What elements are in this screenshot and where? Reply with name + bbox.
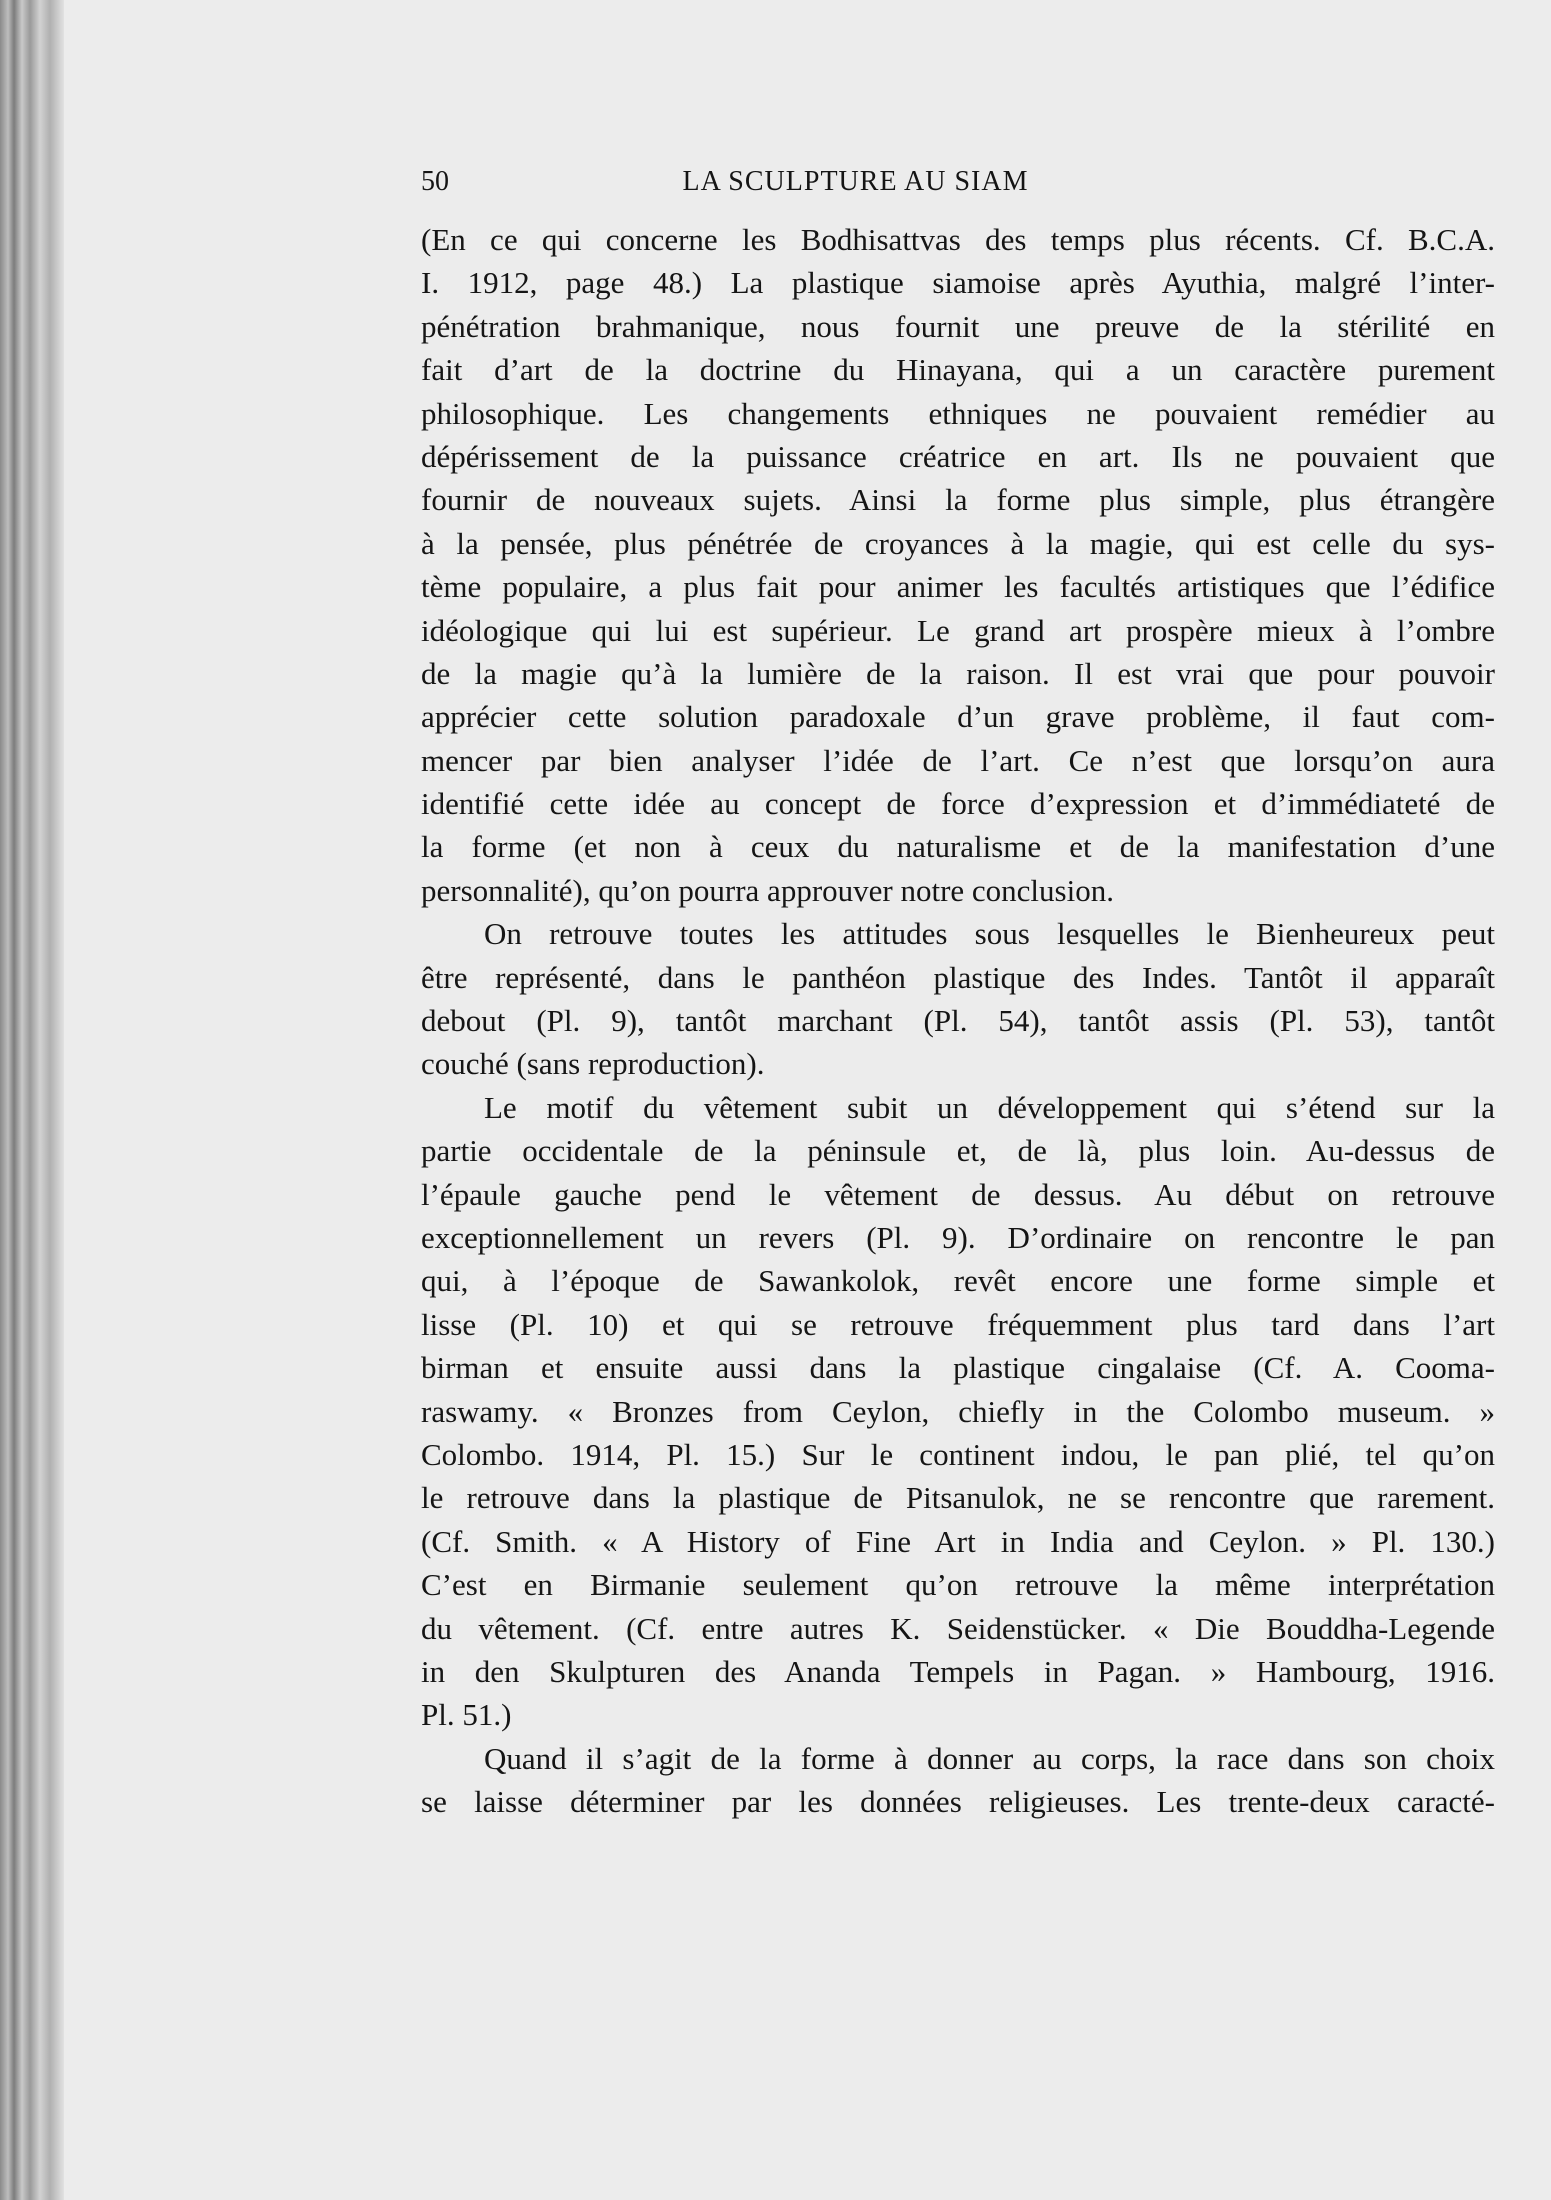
paragraph [421,1737,1495,1824]
text-line: pénétration brahmanique, nous fournit une preuve de la stérilité en [421,308,1495,344]
text-line: la forme (et non à ceux du naturalisme et de la manifestation d’une [421,829,1495,865]
text-line: tème populaire, a plus fait pour animer les facultés artistiques que l’édifice [421,569,1495,605]
text-line: debout (Pl. 9), tantôt marchant (Pl. 54), tantôt assis (Pl. 53), tantôt [421,1003,1495,1039]
text-line: idéologique qui lui est supérieur. Le grand art prospère mieux à l’ombre [421,612,1495,648]
text-line: se laisse déterminer par les données religieuses. Les trente-deux caracté- [421,1784,1495,1820]
paragraph [421,218,1495,912]
running-title: LA SCULPTURE AU SIAM [682,166,1029,197]
text-line: du vêtement. (Cf. entre autres K. Seidenstücker. « Die Bouddha-Legende [421,1610,1495,1646]
body-text [421,218,1495,1823]
text-line: lisse (Pl. 10) et qui se retrouve fréquemment plus tard dans l’art [421,1306,1495,1342]
text-line: couché (sans reproduction). [421,1046,765,1082]
text-line: qui, à l’époque de Sawankolok, revêt encore une forme simple et [421,1263,1495,1299]
text-line: exceptionnellement un revers (Pl. 9). D’ordinaire on rencontre le pan [421,1219,1495,1255]
text-line: apprécier cette solution paradoxale d’un grave problème, il faut com- [421,699,1495,735]
text-line: I. 1912, page 48.) La plastique siamoise après Ayuthia, malgré l’inter- [421,265,1495,301]
text-line: le retrouve dans la plastique de Pitsanulok, ne se rencontre que rarement. [421,1480,1495,1516]
text-line: C’est en Birmanie seulement qu’on retrouve la même interprétation [421,1567,1495,1603]
text-line: dépérissement de la puissance créatrice en art. Ils ne pouvaient que [421,438,1495,474]
text-line: Quand il s’agit de la forme à donner au corps, la race dans son choix [484,1740,1495,1776]
text-line: Pl. 51.) [421,1697,512,1733]
text-line: On retrouve toutes les attitudes sous lesquelles le Bienheureux peut [484,916,1495,952]
text-line: philosophique. Les changements ethniques ne pouvaient remédier au [421,395,1495,431]
paragraph [421,912,1495,1086]
text-line: birman et ensuite aussi dans la plastique cingalaise (Cf. A. Cooma- [421,1350,1495,1386]
page-stack-edge [0,0,64,2200]
text-line: mencer par bien analyser l’idée de l’art. Ce n’est que lorsqu’on aura [421,742,1495,778]
text-line: in den Skulpturen des Ananda Tempels in Pagan. » Hambourg, 1916. [421,1653,1495,1689]
paragraph [421,1086,1495,1737]
text-line: fait d’art de la doctrine du Hinayana, qui a un caractère purement [421,352,1495,388]
text-line: à la pensée, plus pénétrée de croyances à la magie, qui est celle du sys- [421,525,1495,561]
text-line: identifié cette idée au concept de force d’expression et d’immédiateté de [421,786,1495,822]
text-line: fournir de nouveaux sujets. Ainsi la forme plus simple, plus étrangère [421,482,1495,518]
text-line: de la magie qu’à la lumière de la raison. Il est vrai que pour pouvoir [421,655,1495,691]
text-line: (Cf. Smith. « A History of Fine Art in India and Ceylon. » Pl. 130.) [421,1523,1495,1559]
text-line: Le motif du vêtement subit un développement qui s’étend sur la [484,1089,1495,1125]
text-line: personnalité), qu’on pourra approuver notre conclusion. [421,872,1114,908]
text-line: raswamy. « Bronzes from Ceylon, chiefly in the Colombo museum. » [421,1393,1495,1429]
text-line: être représenté, dans le panthéon plastique des Indes. Tantôt il apparaît [421,959,1495,995]
text-line: Colombo. 1914, Pl. 15.) Sur le continent indou, le pan plié, tel qu’on [421,1436,1495,1472]
text-line: (En ce qui concerne les Bodhisattvas des temps plus récents. Cf. B.C.A. [421,222,1495,257]
text-line: l’épaule gauche pend le vêtement de dessus. Au début on retrouve [421,1176,1495,1212]
text-line: partie occidentale de la péninsule et, de là, plus loin. Au-dessus de [421,1133,1495,1169]
page-number: 50 [421,166,449,197]
